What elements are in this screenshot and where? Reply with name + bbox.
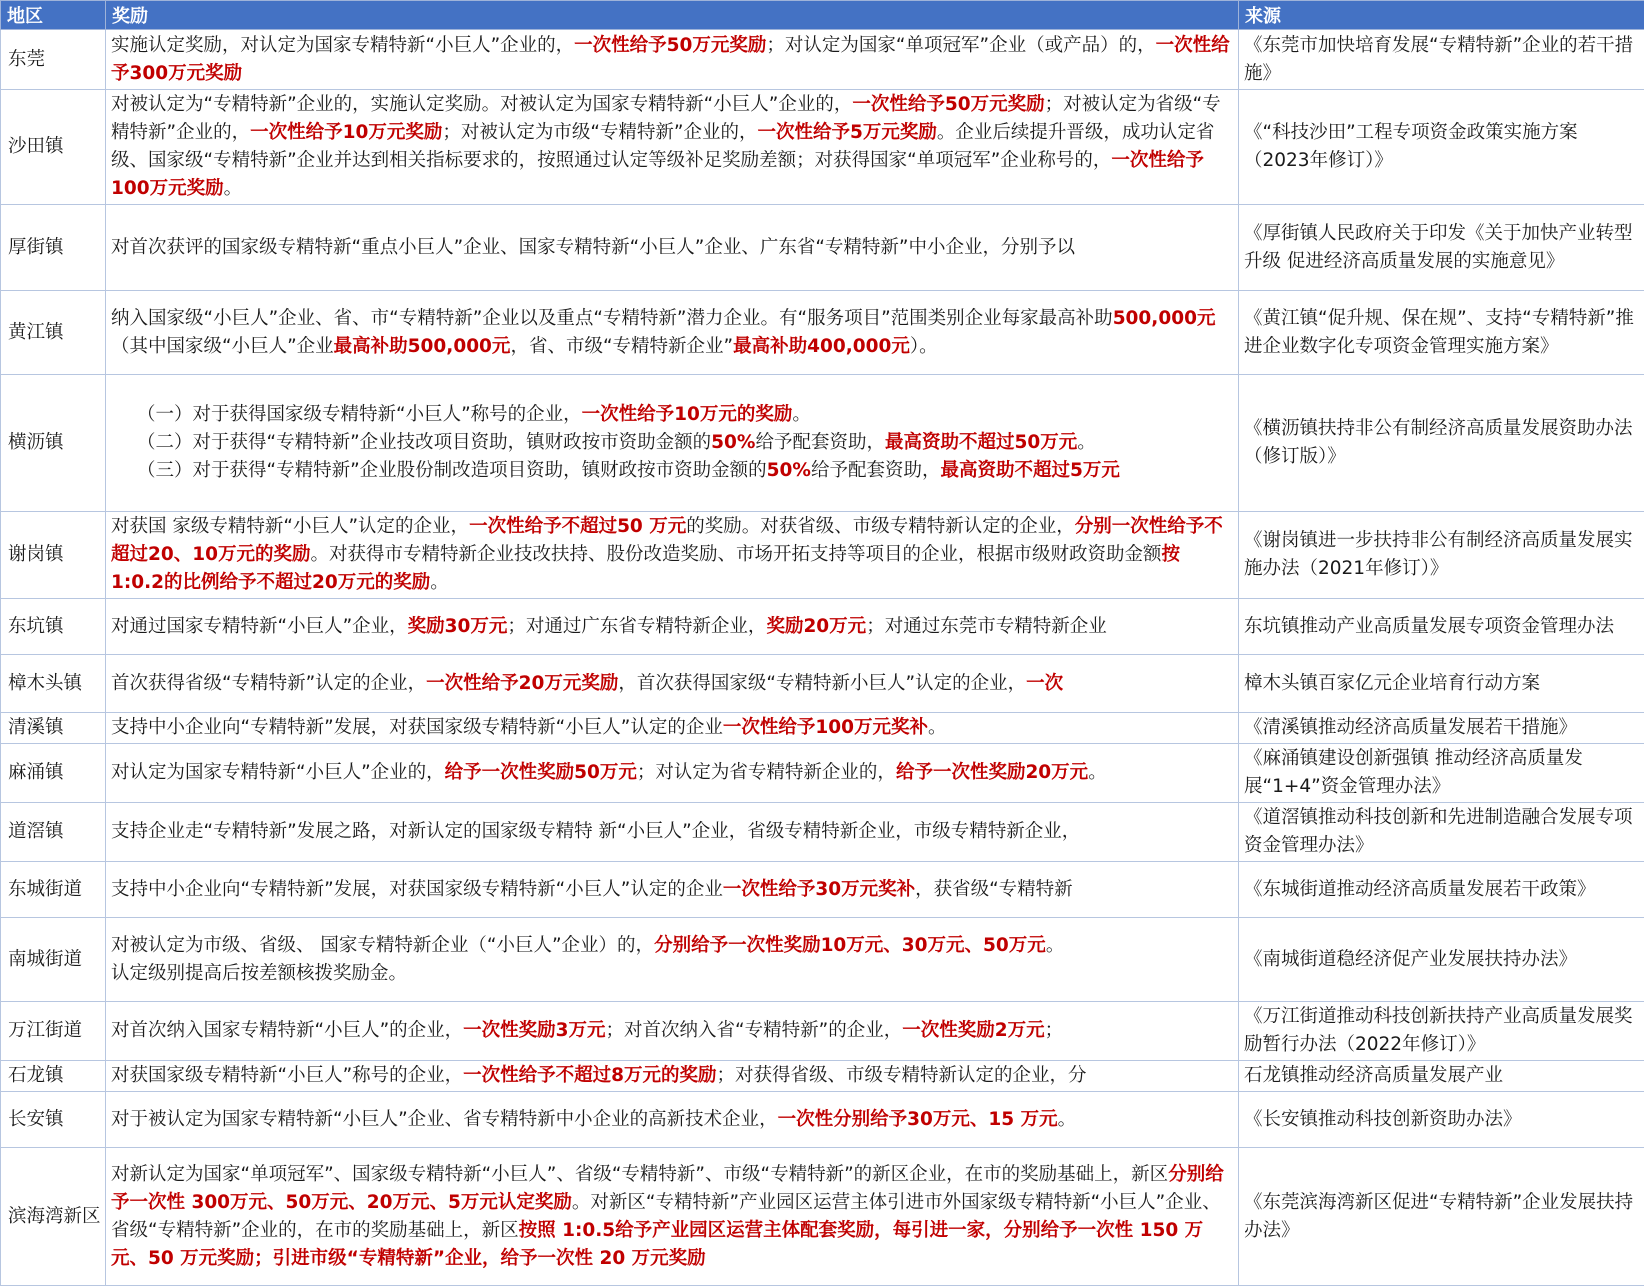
reward-text: 对新认定为国家“单项冠军”、国家级专精特新“小巨人”、省级“专精特新”、市级“专精特新”的新区企业，在市的奖励基础上，新区 <box>111 1164 1168 1185</box>
reward-highlight: 一次性给予10万元奖励 <box>250 122 442 143</box>
reward-highlight: 奖励30万元 <box>408 616 508 637</box>
source-cell: 《“科技沙田”工程专项资金政策实施方案（2023年修订）》 <box>1239 90 1644 205</box>
reward-text: 。 <box>928 717 947 738</box>
reward-text: ；对被认定为市级“专精特新”企业的， <box>442 122 757 143</box>
table-row <box>1 90 1644 205</box>
source-cell: 《南城街道稳经济促产业发展扶持办法》 <box>1239 918 1644 1002</box>
reward-text: 。 <box>1046 935 1065 956</box>
source-cell: 《厚街镇人民政府关于印发《关于加快产业转型升级 促进经济高质量发展的实施意见》 <box>1239 205 1644 291</box>
table-row <box>1 744 1644 803</box>
source-cell: 《万江街道推动科技创新扶持产业高质量发展奖励暂行办法（2022年修订）》 <box>1239 1002 1644 1061</box>
source-cell: 石龙镇推动经济高质量发展产业 <box>1239 1061 1644 1092</box>
reward-cell <box>106 1002 1239 1061</box>
region-cell: 东莞 <box>1 30 106 90</box>
reward-text: 支持中小企业向“专精特新”发展，对获国家级专精特新“小巨人”认定的企业 <box>111 879 723 900</box>
reward-paragraph <box>111 1017 1233 1045</box>
reward-text: （三）对于获得“专精特新”企业股份制改造项目资助，镇财政按市资助金额的 <box>137 460 767 481</box>
source-cell: 《谢岗镇进一步扶持非公有制经济高质量发展实施办法（2021年修订）》 <box>1239 512 1644 599</box>
reward-cell <box>106 803 1239 862</box>
reward-highlight: 一次性给予30万元奖补 <box>723 879 915 900</box>
reward-highlight: 一次性给予不超过50 万元 <box>469 516 686 537</box>
reward-highlight: 一次性给予50万元奖励 <box>852 94 1044 115</box>
region-cell: 黄江镇 <box>1 291 106 375</box>
reward-cell <box>106 1061 1239 1092</box>
source-cell: 《东莞市加快培育发展“专精特新”企业的若干措施》 <box>1239 30 1644 90</box>
reward-cell <box>106 1148 1239 1286</box>
table-row <box>1 1092 1644 1148</box>
reward-text: 对通过国家专精特新“小巨人”企业， <box>111 616 408 637</box>
reward-highlight: 一次性给予100万元奖励 <box>111 150 1204 199</box>
reward-cell <box>106 512 1239 599</box>
reward-cell <box>106 291 1239 375</box>
region-cell: 南城街道 <box>1 918 106 1002</box>
table-row <box>1 713 1644 744</box>
header-source: 来源 <box>1239 1 1644 30</box>
reward-text: ； <box>1045 1020 1064 1041</box>
reward-text: 给予配套资助， <box>811 460 941 481</box>
reward-text: 对被认定为市级、省级、 国家专精特新企业（“小巨人”企业）的， <box>111 935 654 956</box>
reward-highlight: 一次性给予不超过8万元的奖励 <box>463 1065 716 1086</box>
reward-paragraph <box>111 960 1233 988</box>
reward-highlight: 最高补助400,000元 <box>733 336 910 357</box>
region-cell: 道滘镇 <box>1 803 106 862</box>
reward-text: ；对获得省级、市级专精特新认定的企业，分 <box>717 1065 1087 1086</box>
header-region: 地区 <box>1 1 106 30</box>
table-row <box>1 291 1644 375</box>
reward-paragraph <box>111 1062 1233 1090</box>
source-cell: 《横沥镇扶持非公有制经济高质量发展资助办法（修订版）》 <box>1239 375 1644 512</box>
reward-highlight: 500,000元 <box>1113 308 1216 329</box>
region-cell: 东坑镇 <box>1 599 106 655</box>
reward-paragraph <box>111 1161 1233 1273</box>
reward-highlight: 一次性给予5万元奖励 <box>758 122 937 143</box>
reward-paragraph <box>111 670 1233 698</box>
reward-text: 对于被认定为国家专精特新“小巨人”企业、省专精特新中小企业的高新技术企业， <box>111 1109 778 1130</box>
reward-text: 。对新区“专精特新”产业园区运营主体引进市外国家级专精特新“小巨人”企业、省级“专精特新”企业的，在市的奖励基础上，新区 <box>111 1192 1221 1241</box>
reward-text: （一）对于获得国家级专精特新“小巨人”称号的企业， <box>137 404 582 425</box>
reward-highlight: 一次 <box>1026 673 1063 694</box>
region-cell: 厚街镇 <box>1 205 106 291</box>
source-cell: 《麻涌镇建设创新强镇 推动经济高质量发展“1+4”资金管理办法》 <box>1239 744 1644 803</box>
region-cell: 沙田镇 <box>1 90 106 205</box>
reward-paragraph <box>111 714 1233 742</box>
reward-text: 支持企业走“专精特新”发展之路，对新认定的国家级专精特 新“小巨人”企业，省级专精特新企业，市级专精特新企业， <box>111 821 1080 842</box>
source-cell: 樟木头镇百家亿元企业培育行动方案 <box>1239 655 1644 713</box>
reward-text: ，省、市级“专精特新企业” <box>510 336 733 357</box>
reward-highlight: 一次性给予10万元的奖励 <box>582 404 793 425</box>
header-reward: 奖励 <box>106 1 1239 30</box>
table-row <box>1 512 1644 599</box>
reward-text: ）。 <box>910 336 938 357</box>
reward-text: 。 <box>430 572 449 593</box>
reward-text: 对首次纳入国家专精特新“小巨人”的企业， <box>111 1020 463 1041</box>
reward-highlight: 分别给予一次性奖励10万元、30万元、50万元 <box>654 935 1046 956</box>
reward-cell <box>106 713 1239 744</box>
reward-text: 对认定为国家专精特新“小巨人”企业的， <box>111 762 445 783</box>
reward-text: ；对被认定为省级“专精特新”企业的， <box>111 94 1221 143</box>
reward-paragraph <box>111 513 1233 597</box>
reward-text: 认定级别提高后按差额核拨奖励金。 <box>111 963 407 984</box>
reward-text: ；对通过广东省专精特新企业， <box>507 616 766 637</box>
region-cell: 横沥镇 <box>1 375 106 512</box>
reward-paragraph <box>111 457 1233 485</box>
reward-text: 支持中小企业向“专精特新”发展，对获国家级专精特新“小巨人”认定的企业 <box>111 717 723 738</box>
region-cell: 长安镇 <box>1 1092 106 1148</box>
reward-cell <box>106 918 1239 1002</box>
region-cell: 清溪镇 <box>1 713 106 744</box>
table-row <box>1 1148 1644 1286</box>
source-cell: 《黄江镇“促升规、保在规”、支持“专精特新”推进企业数字化专项资金管理实施方案》 <box>1239 291 1644 375</box>
region-cell: 石龙镇 <box>1 1061 106 1092</box>
reward-text: 的奖励。对获省级、市级专精特新认定的企业， <box>686 516 1075 537</box>
header-row <box>1 1 1644 30</box>
reward-paragraph <box>111 234 1233 262</box>
reward-text: 给予配套资助， <box>755 432 885 453</box>
region-cell: 樟木头镇 <box>1 655 106 713</box>
table-row <box>1 918 1644 1002</box>
reward-cell <box>106 375 1239 512</box>
region-cell: 谢岗镇 <box>1 512 106 599</box>
reward-cell <box>106 1092 1239 1148</box>
reward-text: 。 <box>1088 762 1107 783</box>
reward-cell <box>106 744 1239 803</box>
reward-paragraph <box>111 1106 1233 1134</box>
reward-text: ；对首次纳入省“专精特新”的企业， <box>606 1020 903 1041</box>
table-row <box>1 375 1644 512</box>
reward-paragraph <box>111 613 1233 641</box>
reward-highlight: 最高资助不超过50万元 <box>885 432 1077 453</box>
reward-highlight: 分别一次性给予不超过20、10万元的奖励 <box>111 516 1223 565</box>
reward-highlight: 50% <box>767 460 811 481</box>
reward-highlight: 给予一次性奖励20万元 <box>896 762 1088 783</box>
table-row <box>1 1002 1644 1061</box>
reward-highlight: 50% <box>711 432 755 453</box>
source-cell: 《长安镇推动科技创新资助办法》 <box>1239 1092 1644 1148</box>
reward-highlight: 奖励20万元 <box>766 616 866 637</box>
table-row <box>1 655 1644 713</box>
reward-cell <box>106 205 1239 291</box>
reward-highlight: 分别给予一次性 300万元、50万元、20万元、5万元认定奖励 <box>111 1164 1224 1213</box>
source-cell: 《道滘镇推动科技创新和先进制造融合发展专项资金管理办法》 <box>1239 803 1644 862</box>
reward-text: ，获省级“专精特新 <box>915 879 1073 900</box>
reward-text: 。 <box>792 404 811 425</box>
reward-paragraph <box>111 818 1233 846</box>
reward-highlight: 一次性给予300万元奖励 <box>111 35 1230 84</box>
reward-text: 对首次获评的国家级专精特新“重点小巨人”企业、国家专精特新“小巨人”企业、广东省“专精特新”中小企业，分别予以 <box>111 237 1075 258</box>
reward-text: 。企业后续提升晋级，成功认定省级、国家级“专精特新”企业并达到相关指标要求的，按照通过认定等级补足奖励差额；对获得国家“单项冠军”企业称号的， <box>111 122 1214 171</box>
reward-highlight: 一次性给予50万元奖励 <box>574 35 766 56</box>
reward-highlight: 最高补助500,000元 <box>334 336 511 357</box>
reward-paragraph <box>111 932 1233 960</box>
reward-paragraph <box>111 305 1233 361</box>
reward-text: 纳入国家级“小巨人”企业、省、市“专精特新”企业以及重点“专精特新”潜力企业。有“服务项目”范围类别企业每家最高补助 <box>111 308 1113 329</box>
reward-highlight: 按照 1:0.5给予产业园区运营主体配套奖励，每引进一家，分别给予一次性 150 万元、50 万元奖励；引进市级“专精特新”企业，给予一次性 20 万元奖励 <box>111 1220 1203 1269</box>
table-row <box>1 599 1644 655</box>
reward-text: ；对通过东莞市专精特新企业 <box>866 616 1107 637</box>
reward-text: ，首次获得国家级“专精特新小巨人”认定的企业， <box>618 673 1026 694</box>
region-cell: 麻涌镇 <box>1 744 106 803</box>
reward-highlight: 给予一次性奖励50万元 <box>445 762 637 783</box>
reward-text: 实施认定奖励，对认定为国家专精特新“小巨人”企业的， <box>111 35 574 56</box>
reward-highlight: 最高资助不超过5万元 <box>940 460 1119 481</box>
reward-paragraph <box>111 876 1233 904</box>
reward-text: ；对认定为国家“单项冠军”企业（或产品）的， <box>766 35 1155 56</box>
reward-text: 首次获得省级“专精特新”认定的企业， <box>111 673 426 694</box>
reward-cell <box>106 655 1239 713</box>
reward-paragraph <box>111 32 1233 88</box>
reward-text: 对获国 家级专精特新“小巨人”认定的企业， <box>111 516 469 537</box>
reward-highlight: 一次性给予20万元奖励 <box>426 673 618 694</box>
reward-text: （其中国家级“小巨人”企业 <box>111 336 334 357</box>
table-row <box>1 30 1644 90</box>
reward-cell <box>106 90 1239 205</box>
reward-highlight: 一次性分别给予30万元、15 万元 <box>778 1109 1058 1130</box>
reward-cell <box>106 30 1239 90</box>
reward-highlight: 一次性奖励3万元 <box>463 1020 605 1041</box>
reward-text: ；对认定为省专精特新企业的， <box>637 762 896 783</box>
reward-highlight: 一次性给予100万元奖补 <box>723 717 928 738</box>
reward-text: 。 <box>1077 432 1096 453</box>
reward-cell <box>106 862 1239 918</box>
region-cell: 滨海湾新区 <box>1 1148 106 1286</box>
source-cell: 《清溪镇推动经济高质量发展若干措施》 <box>1239 713 1644 744</box>
region-cell: 东城街道 <box>1 862 106 918</box>
reward-text: 对被认定为“专精特新”企业的，实施认定奖励。对被认定为国家专精特新“小巨人”企业的， <box>111 94 852 115</box>
reward-paragraph <box>111 401 1233 429</box>
table-row <box>1 1061 1644 1092</box>
reward-highlight: 按1:0.2的比例给予不超过20万元的奖励 <box>111 544 1180 593</box>
reward-highlight: 一次性奖励2万元 <box>902 1020 1044 1041</box>
reward-paragraph <box>111 429 1233 457</box>
reward-text: 。 <box>224 178 243 199</box>
region-cell: 万江街道 <box>1 1002 106 1061</box>
reward-paragraph <box>111 91 1233 203</box>
reward-cell <box>106 599 1239 655</box>
source-cell: 《东莞滨海湾新区促进“专精特新”企业发展扶持办法》 <box>1239 1148 1644 1286</box>
source-cell: 《东城街道推动经济高质量发展若干政策》 <box>1239 862 1644 918</box>
table-row <box>1 803 1644 862</box>
reward-text: （二）对于获得“专精特新”企业技改项目资助，镇财政按市资助金额的 <box>137 432 711 453</box>
source-cell: 东坑镇推动产业高质量发展专项资金管理办法 <box>1239 599 1644 655</box>
table-row <box>1 205 1644 291</box>
reward-text: 对获国家级专精特新“小巨人”称号的企业， <box>111 1065 463 1086</box>
reward-paragraph <box>111 759 1233 787</box>
reward-text: 。 <box>1058 1109 1077 1130</box>
reward-text: 。对获得市专精特新企业技改扶持、股份改造奖励、市场开拓支持等项目的企业，根据市级财政资助金额 <box>311 544 1162 565</box>
table-row <box>1 862 1644 918</box>
